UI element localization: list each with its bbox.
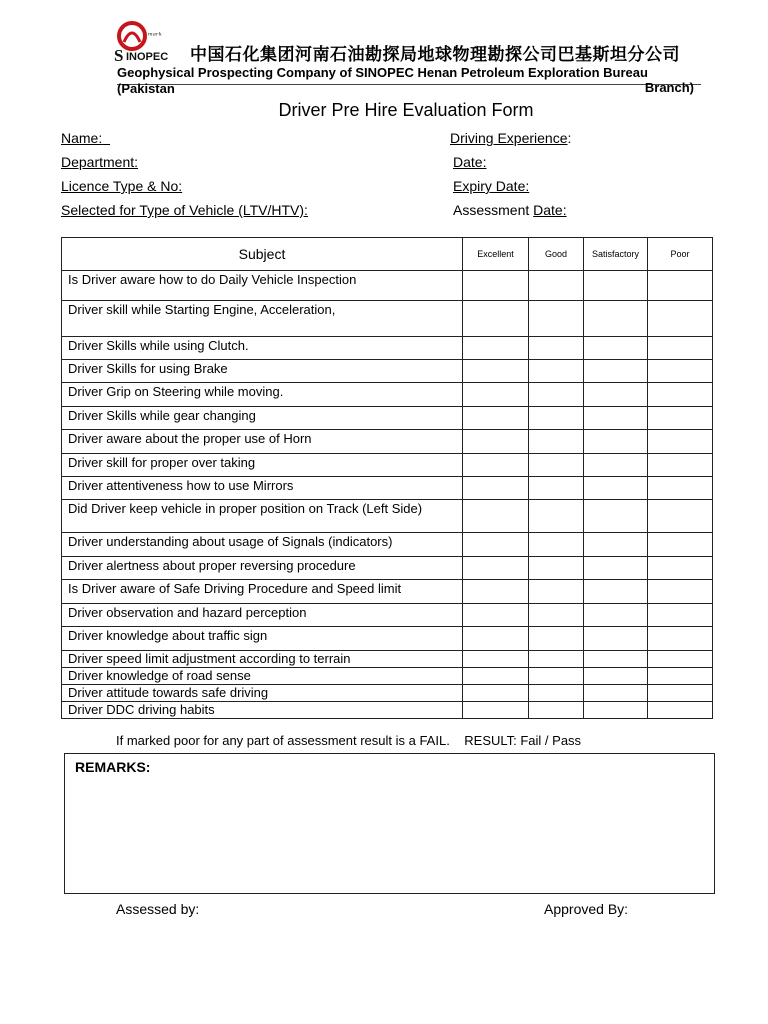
row-subject: Driver aware about the proper use of Horn xyxy=(62,430,463,454)
rating-cell-poor[interactable] xyxy=(648,627,713,651)
company-branch-right: Branch) xyxy=(644,80,694,95)
rating-cell-satisfactory[interactable] xyxy=(584,337,648,360)
rating-cell-poor[interactable] xyxy=(648,337,713,360)
rating-cell-satisfactory[interactable] xyxy=(584,500,648,533)
company-name-english: Geophysical Prospecting Company of SINOPEC Henan Petroleum Exploration Bureau xyxy=(117,65,648,80)
row-subject: Driver observation and hazard perception xyxy=(62,604,463,627)
rating-cell-excellent[interactable] xyxy=(463,430,529,454)
row-subject: Driver Skills while using Clutch. xyxy=(62,337,463,360)
rating-cell-excellent[interactable] xyxy=(463,477,529,500)
rating-cell-satisfactory[interactable] xyxy=(584,477,648,500)
rating-cell-good[interactable] xyxy=(529,702,584,719)
rating-cell-excellent[interactable] xyxy=(463,383,529,407)
table-row xyxy=(62,651,713,668)
rating-cell-satisfactory[interactable] xyxy=(584,651,648,668)
rating-cell-excellent[interactable] xyxy=(463,454,529,477)
rating-cell-poor[interactable] xyxy=(648,580,713,604)
rating-cell-poor[interactable] xyxy=(648,454,713,477)
expiry-date-field[interactable] xyxy=(453,178,529,194)
table-row xyxy=(62,477,713,500)
rating-cell-good[interactable] xyxy=(529,668,584,685)
rating-cell-satisfactory[interactable] xyxy=(584,454,648,477)
rating-cell-satisfactory[interactable] xyxy=(584,627,648,651)
table-row xyxy=(62,557,713,580)
rating-cell-poor[interactable] xyxy=(648,407,713,430)
rating-cell-satisfactory[interactable] xyxy=(584,430,648,454)
rating-cell-good[interactable] xyxy=(529,360,584,383)
rating-cell-excellent[interactable] xyxy=(463,301,529,337)
expiry-date-label: Expiry Date: xyxy=(453,178,530,194)
table-row xyxy=(62,360,713,383)
rating-cell-poor[interactable] xyxy=(648,557,713,580)
rating-cell-good[interactable] xyxy=(529,604,584,627)
table-row xyxy=(62,271,713,301)
table-row xyxy=(62,685,713,702)
vehicle-type-field[interactable] xyxy=(61,202,308,218)
form-title: Driver Pre Hire Evaluation Form xyxy=(278,100,534,120)
company-name-chinese: 中国石化集团河南石油勘探局地球物理勘探公司巴基斯坦分公司 xyxy=(190,45,680,65)
name-label: Name: xyxy=(61,130,103,146)
remarks-box[interactable] xyxy=(64,753,715,894)
sinopec-logo xyxy=(110,16,188,64)
header-subject: Subject xyxy=(62,238,463,271)
row-subject: Driver skill while Starting Engine, Acceleration, xyxy=(62,301,463,337)
rating-cell-good[interactable] xyxy=(529,533,584,557)
row-subject: Driver speed limit adjustment according to terrain xyxy=(62,651,463,668)
rating-cell-good[interactable] xyxy=(529,685,584,702)
licence-field[interactable] xyxy=(61,178,182,194)
rating-cell-excellent[interactable] xyxy=(463,702,529,719)
rating-cell-excellent[interactable] xyxy=(463,580,529,604)
row-subject: Driver understanding about usage of Signals (indicators) xyxy=(62,533,463,557)
assessment-label: Assessment xyxy=(453,202,534,218)
rating-cell-satisfactory[interactable] xyxy=(584,580,648,604)
rating-cell-good[interactable] xyxy=(529,454,584,477)
rating-cell-poor[interactable] xyxy=(648,477,713,500)
table-row xyxy=(62,533,713,557)
rating-cell-satisfactory[interactable] xyxy=(584,685,648,702)
rating-cell-good[interactable] xyxy=(529,477,584,500)
rating-cell-excellent[interactable] xyxy=(463,668,529,685)
table-row xyxy=(62,604,713,627)
rating-cell-poor[interactable] xyxy=(648,301,713,337)
rating-cell-poor[interactable] xyxy=(648,383,713,407)
date-label: Date: xyxy=(453,154,487,170)
rating-cell-poor[interactable] xyxy=(648,430,713,454)
rating-cell-excellent[interactable] xyxy=(463,337,529,360)
table-row xyxy=(62,337,713,360)
remarks-label: REMARKS: xyxy=(75,759,151,775)
header-satisfactory: Satisfactory xyxy=(584,238,648,271)
rating-cell-good[interactable] xyxy=(529,557,584,580)
row-subject: Driver attitude towards safe driving xyxy=(62,685,463,702)
department-field[interactable] xyxy=(61,154,138,170)
licence-label: Licence Type & No: xyxy=(61,178,183,194)
row-subject: Driver skill for proper over taking xyxy=(62,454,463,477)
driving-experience-colon: : xyxy=(567,130,572,146)
row-subject: Did Driver keep vehicle in proper position on Track (Left Side) xyxy=(62,500,463,533)
rating-cell-good[interactable] xyxy=(529,580,584,604)
rating-cell-good[interactable] xyxy=(529,383,584,407)
rating-cell-satisfactory[interactable] xyxy=(584,360,648,383)
approved-by-label: Approved By: xyxy=(544,901,629,917)
row-subject: Driver knowledge of road sense xyxy=(62,668,463,685)
assessed-by-label: Assessed by: xyxy=(116,901,200,917)
rating-cell-excellent[interactable] xyxy=(463,360,529,383)
rating-cell-poor[interactable] xyxy=(648,702,713,719)
rating-cell-poor[interactable] xyxy=(648,500,713,533)
rating-cell-excellent[interactable] xyxy=(463,533,529,557)
rating-cell-excellent[interactable] xyxy=(463,685,529,702)
rating-cell-satisfactory[interactable] xyxy=(584,557,648,580)
rating-cell-satisfactory[interactable] xyxy=(584,668,648,685)
department-label: Department: xyxy=(61,154,139,170)
rating-cell-satisfactory[interactable] xyxy=(584,301,648,337)
rating-cell-satisfactory[interactable] xyxy=(584,702,648,719)
table-header-row xyxy=(62,238,713,271)
rating-cell-excellent[interactable] xyxy=(463,627,529,651)
rating-cell-good[interactable] xyxy=(529,651,584,668)
header-good: Good xyxy=(529,238,584,271)
rating-cell-poor[interactable] xyxy=(648,685,713,702)
table-row xyxy=(62,500,713,533)
rating-cell-poor[interactable] xyxy=(648,533,713,557)
rating-cell-excellent[interactable] xyxy=(463,557,529,580)
table-row xyxy=(62,430,713,454)
table-row xyxy=(62,627,713,651)
rating-cell-good[interactable] xyxy=(529,500,584,533)
table-row xyxy=(62,383,713,407)
rating-cell-excellent[interactable] xyxy=(463,500,529,533)
vehicle-type-label: Selected for Type of Vehicle (LTV/HTV): xyxy=(61,202,308,218)
rating-cell-good[interactable] xyxy=(529,271,584,301)
svg-text:S: S xyxy=(114,46,124,64)
rating-cell-poor[interactable] xyxy=(648,668,713,685)
svg-text:INOPEC: INOPEC xyxy=(126,51,169,63)
row-subject: Driver Grip on Steering while moving. xyxy=(62,383,463,407)
assessment-date-field[interactable] xyxy=(453,202,567,218)
row-subject: Driver knowledge about traffic sign xyxy=(62,627,463,651)
rating-cell-excellent[interactable] xyxy=(463,651,529,668)
table-row xyxy=(62,702,713,719)
table-row xyxy=(62,668,713,685)
evaluation-table xyxy=(61,237,713,719)
row-subject: Driver alertness about proper reversing procedure xyxy=(62,557,463,580)
row-subject: Driver Skills while gear changing xyxy=(62,407,463,430)
table-row xyxy=(62,580,713,604)
date-field[interactable] xyxy=(453,154,486,170)
assessment-date-label: Date: xyxy=(533,202,567,218)
rating-cell-satisfactory[interactable] xyxy=(584,383,648,407)
rating-cell-good[interactable] xyxy=(529,301,584,337)
header-excellent: Excellent xyxy=(463,238,529,271)
row-subject: Driver DDC driving habits xyxy=(62,702,463,719)
svg-text:ᵐᵃʳᵏ: ᵐᵃʳᵏ xyxy=(148,31,162,40)
rating-cell-poor[interactable] xyxy=(648,360,713,383)
table-row xyxy=(62,301,713,337)
row-subject: Is Driver aware how to do Daily Vehicle Inspection xyxy=(62,271,463,301)
rating-cell-poor[interactable] xyxy=(648,651,713,668)
name-field[interactable] xyxy=(61,130,110,146)
rating-cell-excellent[interactable] xyxy=(463,407,529,430)
rating-cell-satisfactory[interactable] xyxy=(584,533,648,557)
result-note: If marked poor for any part of assessment result is a FAIL. RESULT: Fail / Pass xyxy=(116,733,582,748)
company-branch-left: (Pakistan xyxy=(117,81,175,96)
row-subject: Driver Skills for using Brake xyxy=(62,360,463,383)
rating-cell-good[interactable] xyxy=(529,407,584,430)
driving-experience-field[interactable] xyxy=(450,130,571,146)
header-divider xyxy=(117,84,701,85)
rating-cell-satisfactory[interactable] xyxy=(584,407,648,430)
rating-cell-excellent[interactable] xyxy=(463,604,529,627)
table-row xyxy=(62,407,713,430)
rating-cell-satisfactory[interactable] xyxy=(584,604,648,627)
driving-experience-label: Driving Experience xyxy=(450,130,568,146)
header-poor: Poor xyxy=(648,238,713,271)
rating-cell-good[interactable] xyxy=(529,337,584,360)
rating-cell-poor[interactable] xyxy=(648,271,713,301)
rating-cell-good[interactable] xyxy=(529,627,584,651)
table-row xyxy=(62,454,713,477)
row-subject: Is Driver aware of Safe Driving Procedure and Speed limit xyxy=(62,580,463,604)
row-subject: Driver attentiveness how to use Mirrors xyxy=(62,477,463,500)
rating-cell-excellent[interactable] xyxy=(463,271,529,301)
rating-cell-satisfactory[interactable] xyxy=(584,271,648,301)
rating-cell-good[interactable] xyxy=(529,430,584,454)
rating-cell-poor[interactable] xyxy=(648,604,713,627)
